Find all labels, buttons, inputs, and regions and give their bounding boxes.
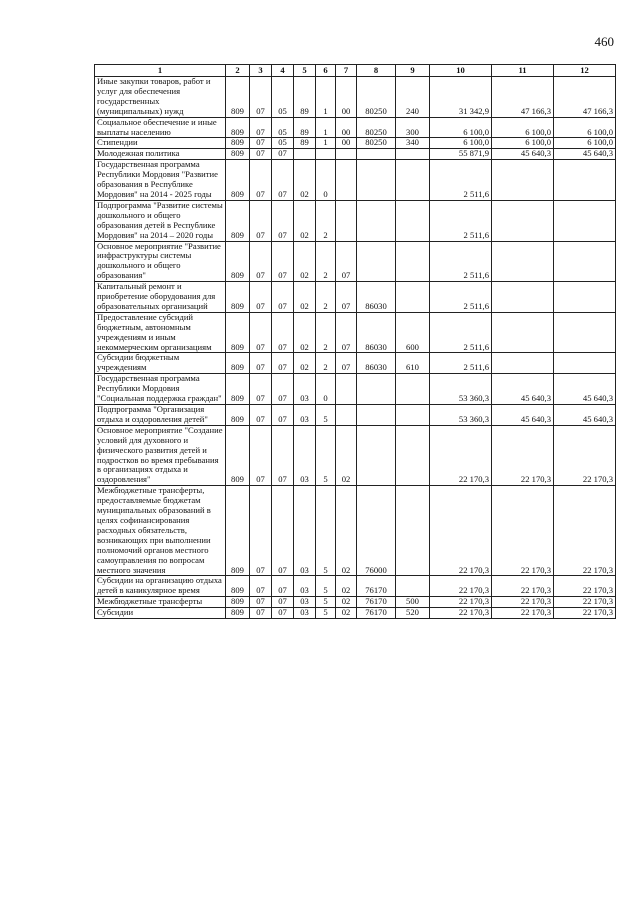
column-header: 11 bbox=[492, 65, 554, 77]
direction-code bbox=[357, 241, 396, 282]
expense-type-code bbox=[396, 200, 430, 241]
section-code: 07 bbox=[250, 405, 272, 426]
amount-year3: 45 640,3 bbox=[554, 405, 616, 426]
section-code: 07 bbox=[250, 486, 272, 576]
table-row bbox=[95, 576, 616, 597]
expense-type-code: 340 bbox=[396, 138, 430, 149]
program-code: 03 bbox=[294, 597, 316, 608]
activity-code bbox=[336, 374, 357, 405]
kvsr-code: 809 bbox=[226, 282, 250, 313]
row-name: Стипендии bbox=[95, 138, 226, 149]
amount-year2 bbox=[492, 312, 554, 353]
section-code: 07 bbox=[250, 117, 272, 138]
amount-year3: 6 100,0 bbox=[554, 117, 616, 138]
program-code: 89 bbox=[294, 138, 316, 149]
direction-code: 76170 bbox=[357, 576, 396, 597]
column-header: 6 bbox=[316, 65, 336, 77]
expense-type-code: 300 bbox=[396, 117, 430, 138]
amount-year3 bbox=[554, 282, 616, 313]
program-code: 03 bbox=[294, 425, 316, 485]
amount-year1: 53 360,3 bbox=[430, 374, 492, 405]
table-row bbox=[95, 160, 616, 201]
amount-year2: 22 170,3 bbox=[492, 576, 554, 597]
expense-type-code bbox=[396, 160, 430, 201]
section-code: 07 bbox=[250, 597, 272, 608]
amount-year1: 22 170,3 bbox=[430, 597, 492, 608]
expense-type-code bbox=[396, 374, 430, 405]
subsection-code: 07 bbox=[272, 405, 294, 426]
subsection-code: 05 bbox=[272, 77, 294, 118]
amount-year2: 22 170,3 bbox=[492, 425, 554, 485]
section-code: 07 bbox=[250, 312, 272, 353]
amount-year2 bbox=[492, 200, 554, 241]
subprogram-code: 2 bbox=[316, 200, 336, 241]
direction-code: 86030 bbox=[357, 353, 396, 374]
section-code: 07 bbox=[250, 138, 272, 149]
table-body bbox=[95, 77, 616, 619]
page-number: 460 bbox=[594, 34, 614, 49]
row-name: Молодежная политика bbox=[95, 149, 226, 160]
kvsr-code: 809 bbox=[226, 312, 250, 353]
direction-code bbox=[357, 149, 396, 160]
subsection-code: 07 bbox=[272, 608, 294, 619]
direction-code bbox=[357, 374, 396, 405]
amount-year2: 6 100,0 bbox=[492, 117, 554, 138]
program-code: 02 bbox=[294, 312, 316, 353]
direction-code: 86030 bbox=[357, 282, 396, 313]
section-code: 07 bbox=[250, 200, 272, 241]
kvsr-code: 809 bbox=[226, 117, 250, 138]
amount-year1: 22 170,3 bbox=[430, 486, 492, 576]
amount-year2: 45 640,3 bbox=[492, 405, 554, 426]
subprogram-code: 1 bbox=[316, 117, 336, 138]
kvsr-code: 809 bbox=[226, 374, 250, 405]
section-code: 07 bbox=[250, 374, 272, 405]
row-name: Субсидии bbox=[95, 608, 226, 619]
column-header: 7 bbox=[336, 65, 357, 77]
row-name: Субсидии на организацию отдыха детей в каникулярное время bbox=[95, 576, 226, 597]
subsection-code: 07 bbox=[272, 486, 294, 576]
subprogram-code: 0 bbox=[316, 374, 336, 405]
activity-code: 02 bbox=[336, 486, 357, 576]
amount-year3 bbox=[554, 312, 616, 353]
direction-code: 80250 bbox=[357, 77, 396, 118]
table-row bbox=[95, 425, 616, 485]
activity-code: 07 bbox=[336, 282, 357, 313]
table-row bbox=[95, 608, 616, 619]
program-code: 02 bbox=[294, 241, 316, 282]
kvsr-code: 809 bbox=[226, 425, 250, 485]
amount-year2 bbox=[492, 241, 554, 282]
subprogram-code: 1 bbox=[316, 77, 336, 118]
kvsr-code: 809 bbox=[226, 405, 250, 426]
direction-code: 80250 bbox=[357, 117, 396, 138]
column-header: 3 bbox=[250, 65, 272, 77]
program-code: 89 bbox=[294, 117, 316, 138]
section-code: 07 bbox=[250, 576, 272, 597]
expense-type-code: 240 bbox=[396, 77, 430, 118]
expense-type-code bbox=[396, 405, 430, 426]
direction-code bbox=[357, 160, 396, 201]
subsection-code: 07 bbox=[272, 374, 294, 405]
program-code: 02 bbox=[294, 160, 316, 201]
kvsr-code: 809 bbox=[226, 353, 250, 374]
expense-type-code: 520 bbox=[396, 608, 430, 619]
column-header: 8 bbox=[357, 65, 396, 77]
subsection-code: 07 bbox=[272, 149, 294, 160]
table-row bbox=[95, 486, 616, 576]
amount-year3: 22 170,3 bbox=[554, 486, 616, 576]
direction-code: 76000 bbox=[357, 486, 396, 576]
table-row bbox=[95, 77, 616, 118]
amount-year3: 22 170,3 bbox=[554, 425, 616, 485]
direction-code: 76170 bbox=[357, 597, 396, 608]
subprogram-code: 5 bbox=[316, 405, 336, 426]
table-row bbox=[95, 200, 616, 241]
section-code: 07 bbox=[250, 149, 272, 160]
kvsr-code: 809 bbox=[226, 138, 250, 149]
column-header: 5 bbox=[294, 65, 316, 77]
direction-code: 86030 bbox=[357, 312, 396, 353]
subprogram-code: 1 bbox=[316, 138, 336, 149]
amount-year1: 6 100,0 bbox=[430, 138, 492, 149]
program-code bbox=[294, 149, 316, 160]
subprogram-code: 2 bbox=[316, 312, 336, 353]
row-name: Межбюджетные трансферты, предоставляемые бюджетам муниципальных образований в целях софинансирования расходных обязательств, возникающих при выполнении полномочий органов местного самоуправления по вопросам местного значения bbox=[95, 486, 226, 576]
kvsr-code: 809 bbox=[226, 241, 250, 282]
amount-year1: 2 511,6 bbox=[430, 312, 492, 353]
table-row bbox=[95, 374, 616, 405]
amount-year1: 2 511,6 bbox=[430, 241, 492, 282]
amount-year2: 22 170,3 bbox=[492, 597, 554, 608]
column-header: 2 bbox=[226, 65, 250, 77]
amount-year1: 22 170,3 bbox=[430, 576, 492, 597]
table-row bbox=[95, 149, 616, 160]
activity-code: 07 bbox=[336, 241, 357, 282]
row-name: Основное мероприятие "Развитие инфраструктуры системы дошкольного и общего образования" bbox=[95, 241, 226, 282]
amount-year3: 22 170,3 bbox=[554, 597, 616, 608]
amount-year2 bbox=[492, 353, 554, 374]
activity-code: 02 bbox=[336, 597, 357, 608]
amount-year2: 22 170,3 bbox=[492, 608, 554, 619]
table-row bbox=[95, 405, 616, 426]
program-code: 02 bbox=[294, 282, 316, 313]
expense-type-code bbox=[396, 241, 430, 282]
subsection-code: 07 bbox=[272, 282, 294, 313]
section-code: 07 bbox=[250, 160, 272, 201]
amount-year2: 6 100,0 bbox=[492, 138, 554, 149]
row-name: Социальное обеспечение и иные выплаты населению bbox=[95, 117, 226, 138]
row-name: Государственная программа Республики Мордовия "Развитие образования в Республике Мордовия" на 2014 - 2025 годы bbox=[95, 160, 226, 201]
amount-year1: 22 170,3 bbox=[430, 425, 492, 485]
subsection-code: 07 bbox=[272, 597, 294, 608]
column-header: 10 bbox=[430, 65, 492, 77]
subsection-code: 07 bbox=[272, 200, 294, 241]
direction-code bbox=[357, 200, 396, 241]
subprogram-code: 2 bbox=[316, 282, 336, 313]
kvsr-code: 809 bbox=[226, 597, 250, 608]
column-header: 4 bbox=[272, 65, 294, 77]
subprogram-code: 5 bbox=[316, 608, 336, 619]
subprogram-code: 5 bbox=[316, 486, 336, 576]
amount-year1: 2 511,6 bbox=[430, 160, 492, 201]
table-row bbox=[95, 597, 616, 608]
expense-type-code: 610 bbox=[396, 353, 430, 374]
amount-year3: 45 640,3 bbox=[554, 149, 616, 160]
row-name: Государственная программа Республики Мордовия "Социальная поддержка граждан" bbox=[95, 374, 226, 405]
section-code: 07 bbox=[250, 425, 272, 485]
expense-type-code bbox=[396, 425, 430, 485]
amount-year3: 6 100,0 bbox=[554, 138, 616, 149]
amount-year2: 45 640,3 bbox=[492, 374, 554, 405]
amount-year1: 2 511,6 bbox=[430, 353, 492, 374]
amount-year2: 45 640,3 bbox=[492, 149, 554, 160]
expense-type-code: 600 bbox=[396, 312, 430, 353]
subsection-code: 05 bbox=[272, 117, 294, 138]
subsection-code: 05 bbox=[272, 138, 294, 149]
subsection-code: 07 bbox=[272, 160, 294, 201]
subprogram-code: 5 bbox=[316, 576, 336, 597]
expense-type-code bbox=[396, 576, 430, 597]
amount-year1: 31 342,9 bbox=[430, 77, 492, 118]
row-name: Подпрограмма "Развитие системы дошкольного и общего образования детей в Республике Мордовия" на 2014 – 2020 годы bbox=[95, 200, 226, 241]
activity-code: 00 bbox=[336, 138, 357, 149]
table-row bbox=[95, 117, 616, 138]
row-name: Межбюджетные трансферты bbox=[95, 597, 226, 608]
amount-year3 bbox=[554, 241, 616, 282]
amount-year2: 47 166,3 bbox=[492, 77, 554, 118]
program-code: 03 bbox=[294, 608, 316, 619]
activity-code: 02 bbox=[336, 576, 357, 597]
amount-year3: 22 170,3 bbox=[554, 576, 616, 597]
activity-code bbox=[336, 405, 357, 426]
amount-year1: 2 511,6 bbox=[430, 200, 492, 241]
section-code: 07 bbox=[250, 608, 272, 619]
column-header: 12 bbox=[554, 65, 616, 77]
amount-year3: 45 640,3 bbox=[554, 374, 616, 405]
amount-year3 bbox=[554, 353, 616, 374]
activity-code bbox=[336, 149, 357, 160]
table-row bbox=[95, 282, 616, 313]
row-name: Капитальный ремонт и приобретение оборудования для образовательных организаций bbox=[95, 282, 226, 313]
amount-year1: 55 871,9 bbox=[430, 149, 492, 160]
amount-year1: 6 100,0 bbox=[430, 117, 492, 138]
kvsr-code: 809 bbox=[226, 160, 250, 201]
row-name: Иные закупки товаров, работ и услуг для обеспечения государственных (муниципальных) нужд bbox=[95, 77, 226, 118]
expense-type-code bbox=[396, 282, 430, 313]
subsection-code: 07 bbox=[272, 425, 294, 485]
amount-year3: 22 170,3 bbox=[554, 608, 616, 619]
row-name: Основное мероприятие "Создание условий для духовного и физического развития детей и подростков во время пребывания в организациях отдыха и оздоровления" bbox=[95, 425, 226, 485]
amount-year1: 22 170,3 bbox=[430, 608, 492, 619]
subsection-code: 07 bbox=[272, 576, 294, 597]
column-header: 9 bbox=[396, 65, 430, 77]
kvsr-code: 809 bbox=[226, 77, 250, 118]
subprogram-code: 0 bbox=[316, 160, 336, 201]
subprogram-code: 2 bbox=[316, 241, 336, 282]
table-row bbox=[95, 241, 616, 282]
program-code: 89 bbox=[294, 77, 316, 118]
row-name: Подпрограмма "Организация отдыха и оздоровления детей" bbox=[95, 405, 226, 426]
amount-year3: 47 166,3 bbox=[554, 77, 616, 118]
program-code: 03 bbox=[294, 374, 316, 405]
section-code: 07 bbox=[250, 353, 272, 374]
direction-code bbox=[357, 405, 396, 426]
program-code: 02 bbox=[294, 200, 316, 241]
activity-code: 00 bbox=[336, 77, 357, 118]
activity-code bbox=[336, 200, 357, 241]
kvsr-code: 809 bbox=[226, 486, 250, 576]
subprogram-code bbox=[316, 149, 336, 160]
activity-code: 00 bbox=[336, 117, 357, 138]
section-code: 07 bbox=[250, 241, 272, 282]
program-code: 03 bbox=[294, 486, 316, 576]
kvsr-code: 809 bbox=[226, 576, 250, 597]
amount-year2 bbox=[492, 282, 554, 313]
budget-table bbox=[94, 64, 616, 619]
activity-code bbox=[336, 160, 357, 201]
activity-code: 02 bbox=[336, 425, 357, 485]
expense-type-code bbox=[396, 149, 430, 160]
section-code: 07 bbox=[250, 77, 272, 118]
amount-year3 bbox=[554, 200, 616, 241]
kvsr-code: 809 bbox=[226, 200, 250, 241]
subprogram-code: 5 bbox=[316, 425, 336, 485]
activity-code: 07 bbox=[336, 312, 357, 353]
table-row bbox=[95, 353, 616, 374]
activity-code: 02 bbox=[336, 608, 357, 619]
subsection-code: 07 bbox=[272, 312, 294, 353]
table-header-row bbox=[95, 65, 616, 77]
kvsr-code: 809 bbox=[226, 149, 250, 160]
direction-code: 76170 bbox=[357, 608, 396, 619]
amount-year3 bbox=[554, 160, 616, 201]
subprogram-code: 2 bbox=[316, 353, 336, 374]
kvsr-code: 809 bbox=[226, 608, 250, 619]
expense-type-code: 500 bbox=[396, 597, 430, 608]
direction-code bbox=[357, 425, 396, 485]
program-code: 03 bbox=[294, 576, 316, 597]
subsection-code: 07 bbox=[272, 353, 294, 374]
amount-year1: 53 360,3 bbox=[430, 405, 492, 426]
table-row bbox=[95, 138, 616, 149]
row-name: Предоставление субсидий бюджетным, автономным учреждениям и иным некоммерческим организациям bbox=[95, 312, 226, 353]
column-header: 1 bbox=[95, 65, 226, 77]
expense-type-code bbox=[396, 486, 430, 576]
program-code: 03 bbox=[294, 405, 316, 426]
table-row bbox=[95, 312, 616, 353]
direction-code: 80250 bbox=[357, 138, 396, 149]
subprogram-code: 5 bbox=[316, 597, 336, 608]
amount-year1: 2 511,6 bbox=[430, 282, 492, 313]
amount-year2 bbox=[492, 160, 554, 201]
row-name: Субсидии бюджетным учреждениям bbox=[95, 353, 226, 374]
program-code: 02 bbox=[294, 353, 316, 374]
activity-code: 07 bbox=[336, 353, 357, 374]
section-code: 07 bbox=[250, 282, 272, 313]
subsection-code: 07 bbox=[272, 241, 294, 282]
amount-year2: 22 170,3 bbox=[492, 486, 554, 576]
